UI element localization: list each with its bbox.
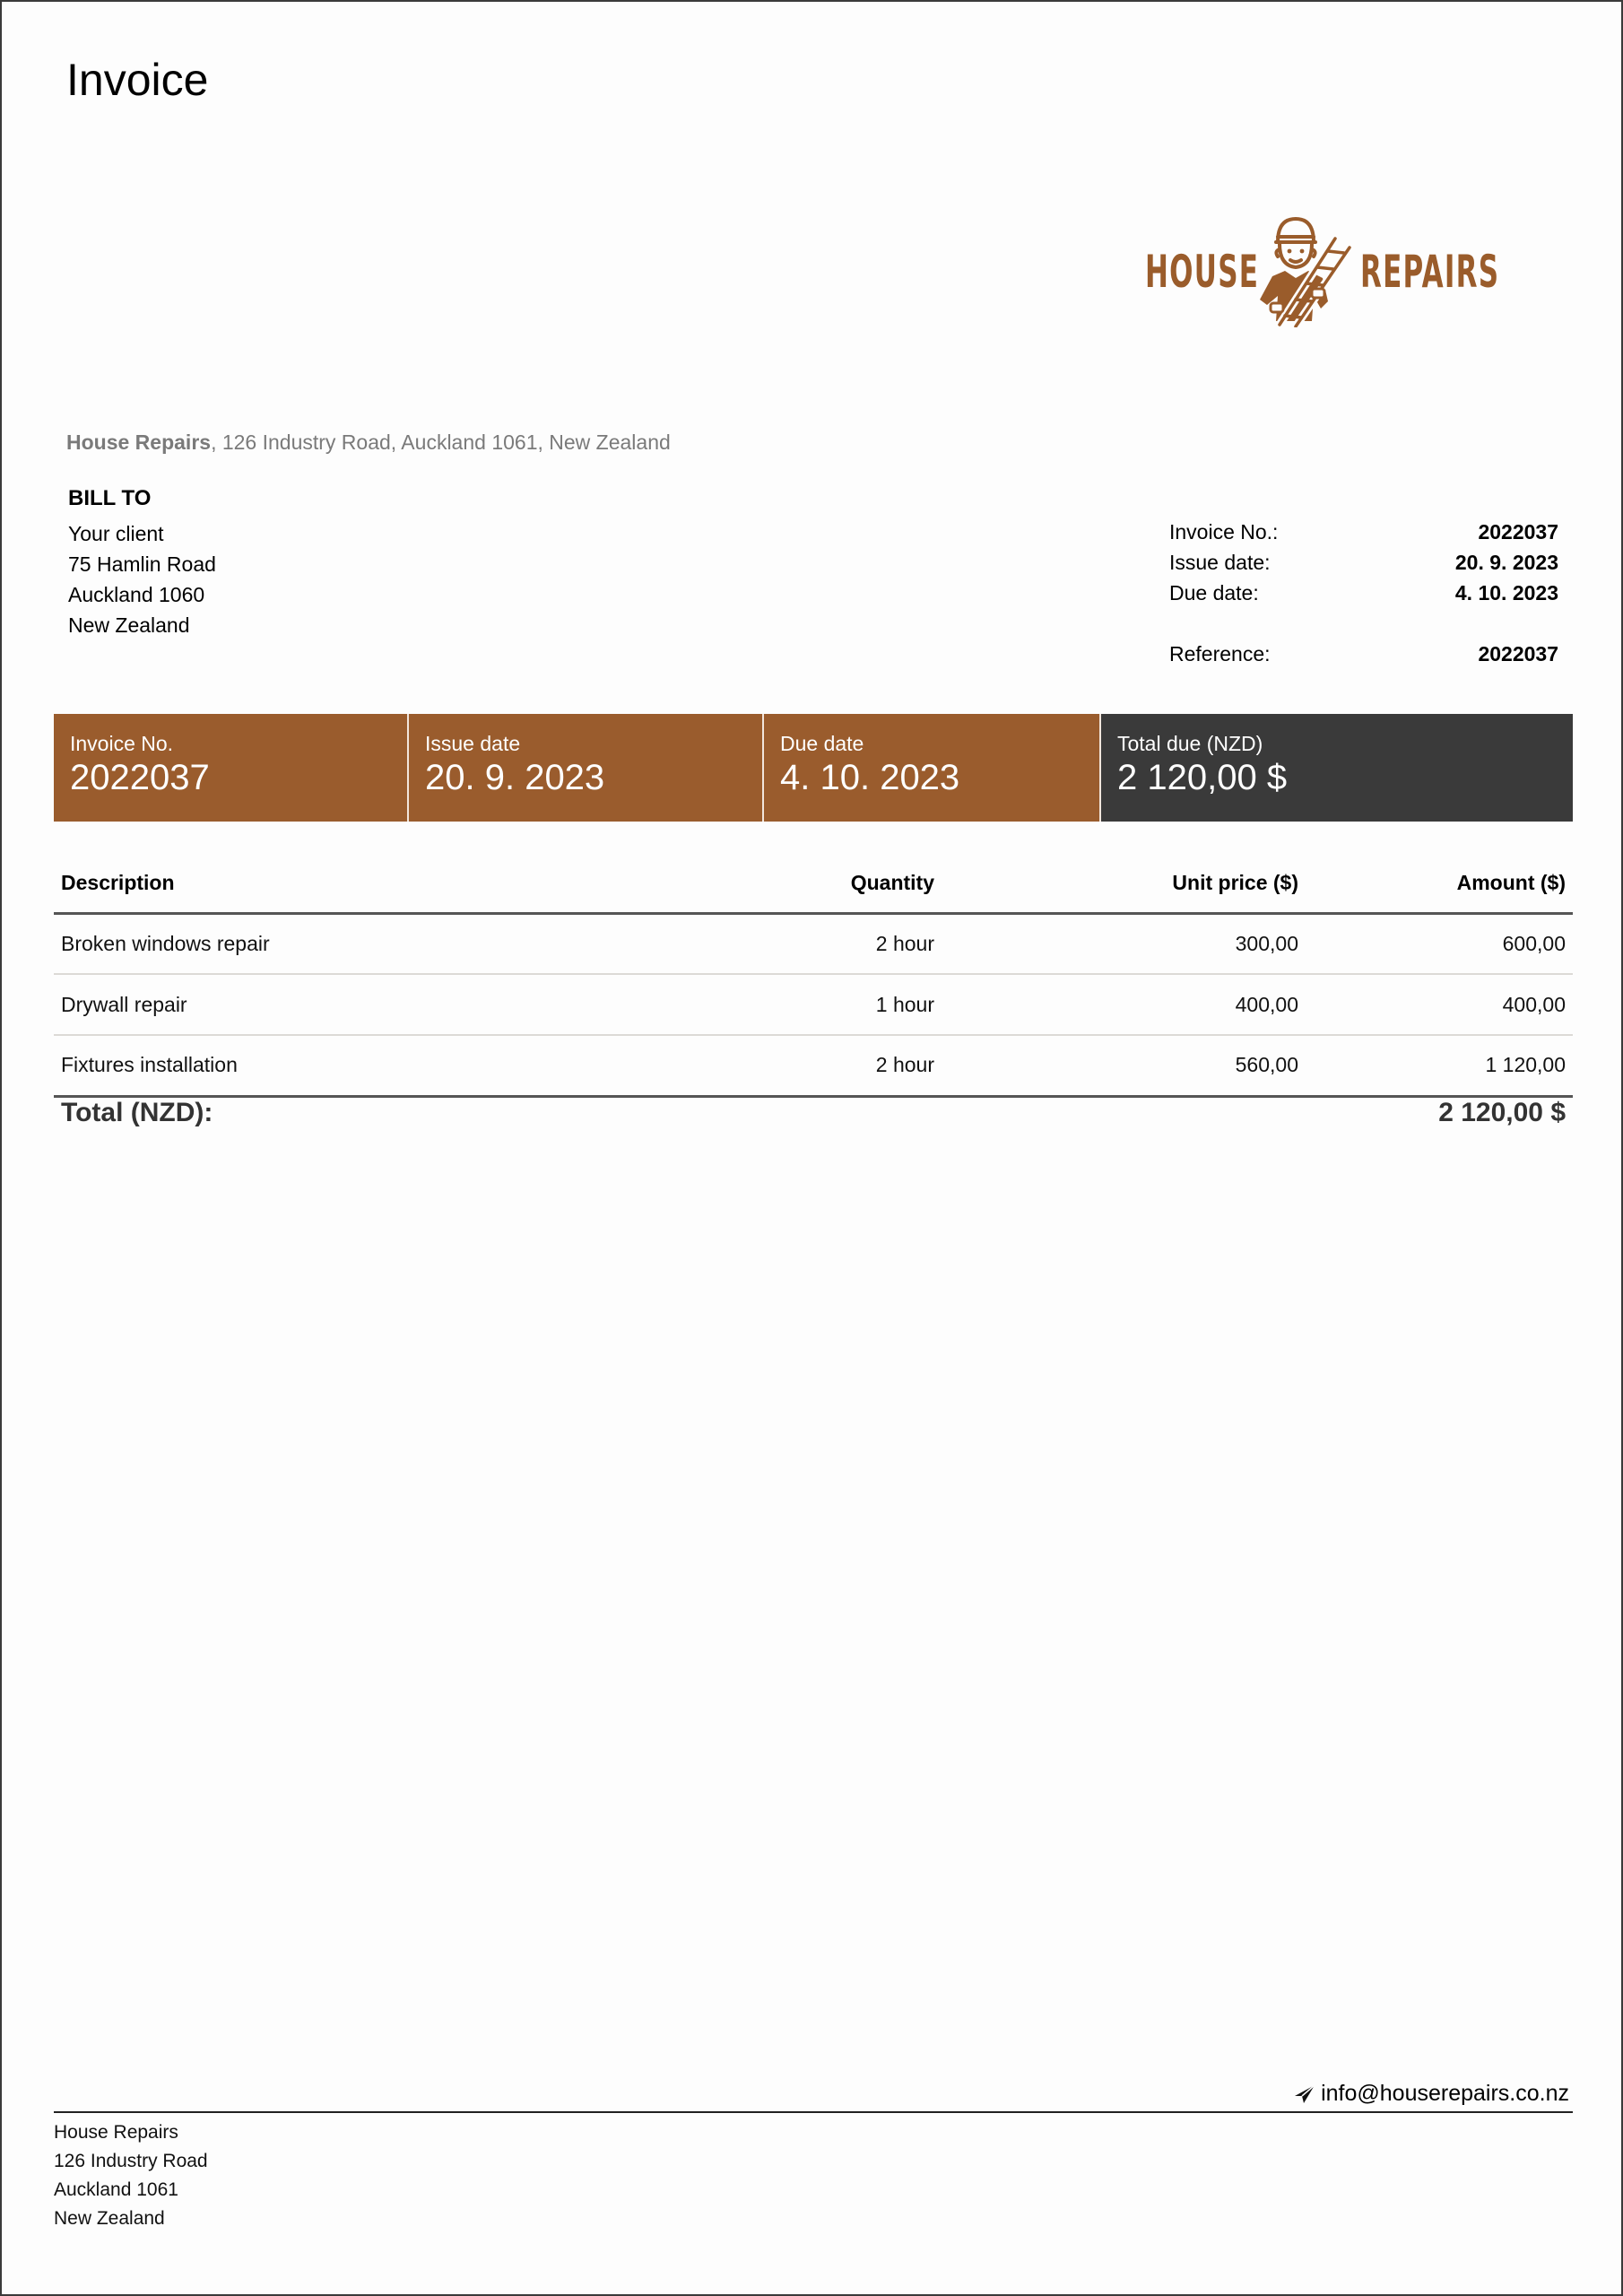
col-amount: Amount ($)	[1306, 854, 1573, 913]
cell-quantity: 2 hour	[556, 1035, 942, 1096]
meta-value: 2022037	[1478, 520, 1558, 544]
summary-label: Due date	[780, 732, 864, 755]
meta-label: Reference:	[1169, 642, 1271, 665]
cell-amount: 600,00	[1306, 913, 1573, 974]
summary-label: Issue date	[425, 732, 521, 755]
table-row	[54, 974, 1573, 1035]
sender-name: House Repairs	[66, 430, 212, 454]
meta-reference	[1169, 639, 1558, 669]
client-name: Your client	[68, 522, 164, 545]
cell-unit-price: 400,00	[942, 974, 1306, 1035]
table-row	[54, 913, 1573, 974]
summary-bar	[54, 714, 1573, 822]
cell-amount: 1 120,00	[1306, 1035, 1573, 1096]
table-row	[54, 1035, 1573, 1096]
footer-street: 126 Industry Road	[54, 2151, 208, 2171]
line-items-table	[54, 854, 1573, 1098]
summary-total-due	[1101, 714, 1573, 822]
client-street: 75 Hamlin Road	[68, 552, 216, 576]
summary-invoice-no	[54, 714, 409, 822]
cell-description: Fixtures installation	[54, 1035, 556, 1096]
meta-value: 20. 9. 2023	[1454, 551, 1558, 574]
meta-value: 2022037	[1478, 642, 1558, 665]
logo-word-house: HOUSE	[1145, 245, 1260, 298]
sender-line	[66, 430, 671, 455]
bill-to-heading: BILL TO	[68, 486, 152, 510]
cell-amount: 400,00	[1306, 974, 1573, 1035]
summary-label: Total due (NZD)	[1117, 732, 1263, 755]
table-header-row	[54, 854, 1573, 913]
col-quantity: Quantity	[556, 854, 942, 913]
col-description: Description	[54, 854, 556, 913]
meta-label: Invoice No.:	[1169, 520, 1279, 544]
company-logo	[1145, 215, 1540, 327]
summary-value: 4. 10. 2023	[780, 758, 960, 797]
total-value: 2 120,00 $	[1438, 1098, 1566, 1127]
footer-email[interactable]	[1294, 2081, 1569, 2107]
meta-due-date	[1169, 578, 1558, 608]
repairman-with-ladder-icon	[1253, 215, 1353, 327]
meta-label: Issue date:	[1169, 551, 1271, 574]
invoice-meta	[1169, 517, 1558, 669]
footer-divider	[54, 2111, 1573, 2113]
logo-word-repairs: REPAIRS	[1360, 245, 1500, 298]
footer-address	[54, 2118, 208, 2233]
cell-description: Drywall repair	[54, 974, 556, 1035]
total-row	[54, 1098, 1573, 1128]
paper-plane-icon	[1294, 2084, 1315, 2104]
sender-address: , 126 Industry Road, Auckland 1061, New Zealand	[211, 430, 671, 454]
client-city: Auckland 1060	[68, 583, 205, 606]
meta-spacer	[1169, 608, 1558, 639]
cell-description: Broken windows repair	[54, 913, 556, 974]
meta-value: 4. 10. 2023	[1454, 581, 1558, 604]
meta-invoice-no	[1169, 517, 1558, 547]
meta-label: Due date:	[1169, 581, 1259, 604]
meta-issue-date	[1169, 547, 1558, 578]
summary-value: 2022037	[70, 758, 210, 797]
cell-quantity: 1 hour	[556, 974, 942, 1035]
footer-company: House Repairs	[54, 2122, 178, 2143]
summary-value: 20. 9. 2023	[425, 758, 605, 797]
client-country: New Zealand	[68, 613, 190, 637]
summary-issue-date	[409, 714, 764, 822]
footer-city: Auckland 1061	[54, 2179, 178, 2200]
page-title: Invoice	[66, 55, 209, 105]
summary-value: 2 120,00 $	[1117, 758, 1288, 797]
footer-country: New Zealand	[54, 2208, 165, 2229]
cell-unit-price: 560,00	[942, 1035, 1306, 1096]
cell-quantity: 2 hour	[556, 913, 942, 974]
col-unit-price: Unit price ($)	[942, 854, 1306, 913]
summary-due-date	[764, 714, 1101, 822]
email-link[interactable]: info@houserepairs.co.nz	[1321, 2081, 1569, 2106]
summary-label: Invoice No.	[70, 732, 174, 755]
total-label: Total (NZD):	[61, 1098, 213, 1127]
bill-to-block	[68, 486, 216, 640]
cell-unit-price: 300,00	[942, 913, 1306, 974]
